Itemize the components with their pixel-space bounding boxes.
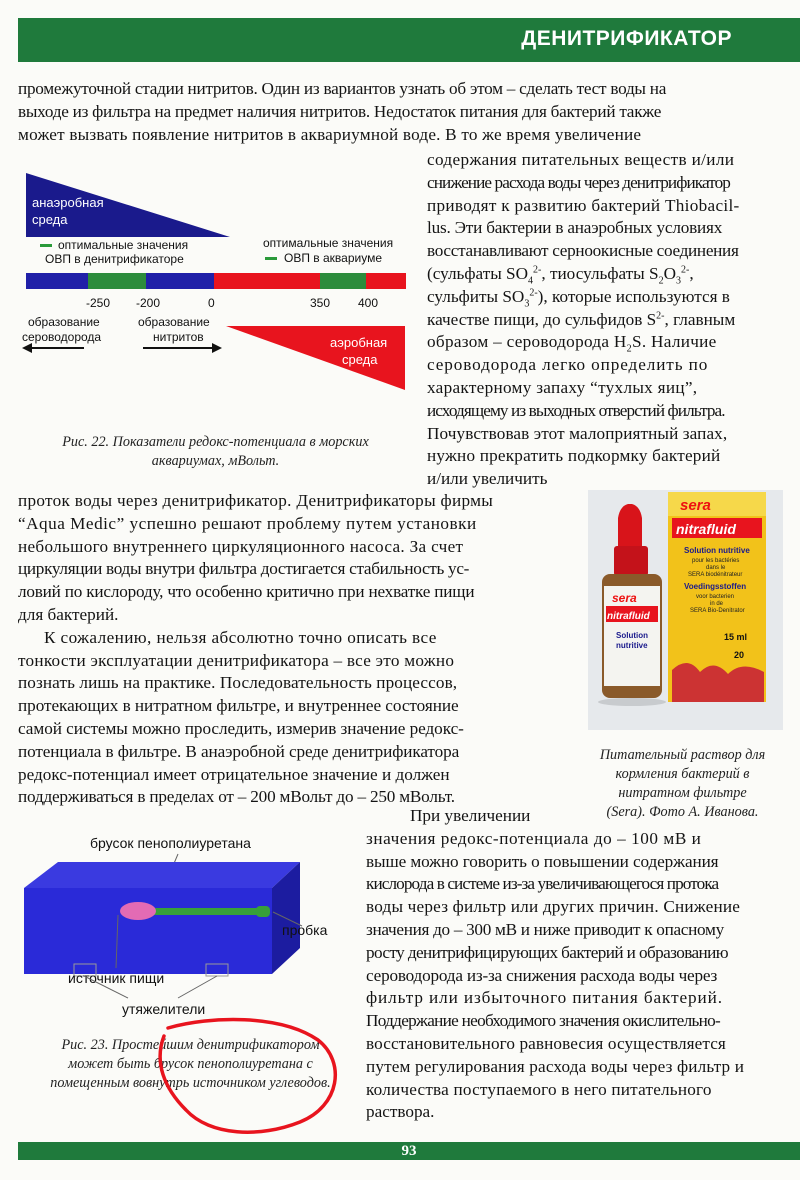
caption-line: (Sera). Фото А. Иванова. <box>606 804 759 820</box>
text-fragment: , главным <box>664 309 736 329</box>
anaerobic-label-2: среда <box>32 212 68 227</box>
box-doses: 20 <box>734 650 745 660</box>
text-line: ловий по кислороду, что особенно критично при нехватке пищи <box>18 582 475 602</box>
superscript: 2- <box>656 309 665 321</box>
box-text: pour les bactéries <box>692 558 740 564</box>
bottom-right-paragraph <box>366 805 784 1124</box>
right-column-paragraph <box>427 149 783 491</box>
box-brand: sera <box>680 497 711 514</box>
text-line: “Aqua Medic” успешно решают проблему путем установки <box>18 513 477 533</box>
left-arrow-label-2: сероводорода <box>22 330 102 344</box>
box-product: nitrafluid <box>676 521 736 537</box>
text-line: содержания питательных веществ и/или <box>427 150 735 169</box>
box-pattern <box>672 663 764 702</box>
tick-label: 0 <box>208 296 215 310</box>
text-line: сероводорода из-за снижения расхода воды через <box>366 965 718 985</box>
chapter-header-band <box>18 18 800 62</box>
text-line: характерному запаху “тухлых яиц”, <box>427 377 698 397</box>
text-line: тонкости эксплуатации денитрификатора – все это можно <box>18 650 455 670</box>
box-volume: 15 ml <box>724 632 748 642</box>
text-line: поддерживаться в пределах от – 200 мВольт до – 250 мВольт. <box>18 787 455 807</box>
box-text: voor bacterien <box>696 594 735 600</box>
weight-pointer-right <box>178 976 217 998</box>
text-fragment: , <box>689 263 694 283</box>
text-fragment: S. Наличие <box>631 332 717 352</box>
aerobic-label-1: аэробная <box>330 335 388 350</box>
legend-green-mark-right <box>265 257 277 260</box>
text-line <box>427 331 783 354</box>
text-line: восстановительного равновесия осуществляется <box>366 1033 726 1053</box>
redox-diagram <box>18 165 413 400</box>
tick-label: 400 <box>358 296 379 310</box>
text-line: lus. Эти бактерии в анаэробных условиях <box>427 218 723 238</box>
tick-label: 350 <box>310 296 331 310</box>
optimal-right-label-2: ОВП в аквариуме <box>284 251 383 265</box>
subscript: 3 <box>524 298 530 310</box>
text-fragment: образом – сероводорода H <box>427 332 627 352</box>
middle-arrow-label-1: образование <box>138 315 210 329</box>
box-text: dans le <box>706 565 726 571</box>
caption-line: может быть брусок пенополиуретана с <box>68 1056 313 1072</box>
superscript: 2- <box>533 264 542 276</box>
middle-arrow-label-2: нитритов <box>153 330 204 344</box>
text-line: потенциала в фильтре. В анаэробной среде денитрификатора <box>18 741 460 761</box>
product-photo <box>588 490 783 730</box>
optimal-right-label-1: оптимальные значения <box>263 236 394 250</box>
foam-filter-diagram <box>18 828 363 1023</box>
subscript: 3 <box>676 275 682 287</box>
text-line: промежуточной стадии нитритов. Один из вариантов узнать об этом – сделать тест воды на <box>18 79 667 98</box>
optimal-left-label-1: оптимальные значения <box>58 238 189 252</box>
text-line: К сожалению, нельзя абсолютно точно описать все <box>44 627 437 647</box>
food-label: источник пищи <box>68 970 165 986</box>
scale-segment-red <box>214 273 320 289</box>
superscript: 2- <box>529 287 538 299</box>
text-line: протекающих в нитратном фильтре, и внутреннее состояние <box>18 696 459 716</box>
text-line: выходе из фильтра на предмет наличия нитритов. Недостаток питания для бактерий также <box>18 101 662 121</box>
bottle-cap-tip <box>618 504 642 548</box>
bottle-text: nutritive <box>616 641 648 650</box>
page-footer-band <box>18 1142 800 1160</box>
text-fragment: качестве пищи, до сульфидов S <box>427 309 657 329</box>
text-line: значения до – 300 мВ и ниже приводит к опасному <box>366 919 724 939</box>
text-fragment: сульфиты SO <box>427 286 525 306</box>
box-text: SERA biodénitrateur <box>688 572 743 578</box>
text-line: При увеличении <box>410 806 531 825</box>
caption-line: Рис. 22. Показатели редокс-потенциала в морских <box>62 434 369 450</box>
text-line: воды через фильтр или других причин. Снижение <box>366 897 741 917</box>
text-line: для бактерий. <box>18 604 119 624</box>
plug-label: пробка <box>282 922 328 938</box>
text-line: может вызвать появление нитритов в аквариумной воде. В то же время увеличение <box>18 124 642 144</box>
page-number: 93 <box>401 1143 417 1159</box>
text-line: (сульфаты $SO_4^{2-}$, тиосульфаты $S_2O_3^{2-}$, <box>427 263 694 287</box>
caption-line: Питательный раствор для <box>599 747 766 763</box>
tick-label: -200 <box>136 296 161 310</box>
weights-label: утяжелители <box>122 1001 206 1017</box>
text-line: раствора. <box>366 1102 435 1122</box>
box-text: Voedingsstoffen <box>684 582 747 591</box>
optimal-left-label-2: ОВП в денитрификаторе <box>45 252 184 266</box>
caption-line: помещенным вовнутрь источником углеводов. <box>50 1075 331 1091</box>
caption-line: нитратном фильтре <box>618 785 747 801</box>
caption-line: кормления бактерий в <box>615 766 750 782</box>
bottle-shadow <box>598 698 666 706</box>
plug <box>256 906 270 917</box>
text-line: Поддержание необходимого значения окислительно- <box>366 1011 721 1031</box>
text-line: циркуляции воды внутри фильтра достигается стабильность ус- <box>18 559 470 579</box>
superscript: 2- <box>681 264 690 276</box>
legend-green-mark-left <box>40 244 52 247</box>
text-line: редокс-потенциал имеет отрицательное значение и должен <box>18 764 450 784</box>
bottle-product: nitrafluid <box>607 611 650 622</box>
text-line: Почувствовав этот малоприятный запах, <box>427 423 728 443</box>
text-line: росту денитрифицирующих бактерий и образованию <box>366 942 728 962</box>
text-line <box>427 286 783 309</box>
text-line: кислорода в системе из-за увеличивающегося протока <box>366 874 719 894</box>
middle-paragraphs <box>18 490 578 809</box>
scale-segment-green <box>320 273 366 289</box>
text-line: исходящему из выходных отверстий фильтра. <box>427 400 725 420</box>
left-arrowhead <box>22 343 32 353</box>
text-line: проток воды через денитрификатор. Денитрификаторы фирмы <box>18 491 494 510</box>
text-line <box>427 309 783 332</box>
box-text: Solution nutritive <box>684 546 750 555</box>
bottle-cap <box>614 546 648 576</box>
subscript: 4 <box>528 275 534 287</box>
subscript: 2 <box>658 275 664 287</box>
scale-segment-red <box>366 273 406 289</box>
red-annotation-circle <box>150 1010 350 1140</box>
text-fragment: , тиосульфаты S <box>541 263 659 283</box>
text-line: познать лишь на практике. Последовательность процессов, <box>18 673 458 693</box>
anaerobic-label-1: анаэробная <box>32 195 104 210</box>
text-line: приводят к развитию бактерий Thiobacil- <box>427 195 740 215</box>
scale-segment-blue <box>146 273 214 289</box>
annotation-stroke <box>160 1019 335 1132</box>
tick-label: -250 <box>86 296 111 310</box>
foam-label: брусок пенополиуретана <box>90 835 251 851</box>
text-line: количества поступаемого в него питательного <box>366 1079 712 1099</box>
text-line: самой системы можно проследить, измерив значение редокс- <box>18 718 464 738</box>
product-photo-drawing <box>588 490 783 730</box>
box-text: in de <box>710 601 724 607</box>
text-line: нужно прекратить подкормку бактерий <box>427 446 721 466</box>
foam-block-front <box>24 888 272 974</box>
text-line: снижение расхода воды через денитрификатор <box>427 172 730 192</box>
chapter-title: ДЕНИТРИФИКАТОР <box>521 27 732 50</box>
text-line: путем регулирования расхода воды через фильтр и <box>366 1056 745 1076</box>
bottle-text: Solution <box>616 631 648 640</box>
bottle-brand: sera <box>612 591 637 605</box>
scale-segment-green <box>88 273 146 289</box>
scale-segment-blue <box>26 273 88 289</box>
text-line: и/или увеличить <box>427 469 548 489</box>
text-line: значения редокс-потенциала до – 100 мВ и <box>366 828 702 848</box>
middle-arrowhead <box>212 343 222 353</box>
text-line: фильтр или избыточного питания бактерий. <box>366 988 723 1008</box>
subscript: 2 <box>626 343 632 355</box>
figure-22-caption <box>18 433 413 471</box>
text-line: сероводорода легко определить по <box>427 355 709 375</box>
text-line: небольшого внутреннего циркуляционного насоса. За счет <box>18 536 464 556</box>
food-source <box>120 902 156 920</box>
food-tube <box>148 908 258 915</box>
caption-line: Рис. 23. Простейшим денитрификатором <box>61 1037 320 1053</box>
text-fragment: (сульфаты SO <box>427 263 529 283</box>
aerobic-label-2: среда <box>342 352 378 367</box>
foam-block-top <box>24 862 300 888</box>
box-text: SERA Bio-Denitrator <box>690 608 745 614</box>
text-line: восстанавливают серноокисные соединения <box>427 241 739 261</box>
left-arrow-label-1: образование <box>28 315 100 329</box>
text-line: выше можно говорить о повышении содержания <box>366 851 719 871</box>
top-paragraph <box>18 78 783 146</box>
text-fragment: ), которые используются в <box>537 286 730 306</box>
caption-line: аквариумах, мВольт. <box>151 453 280 469</box>
